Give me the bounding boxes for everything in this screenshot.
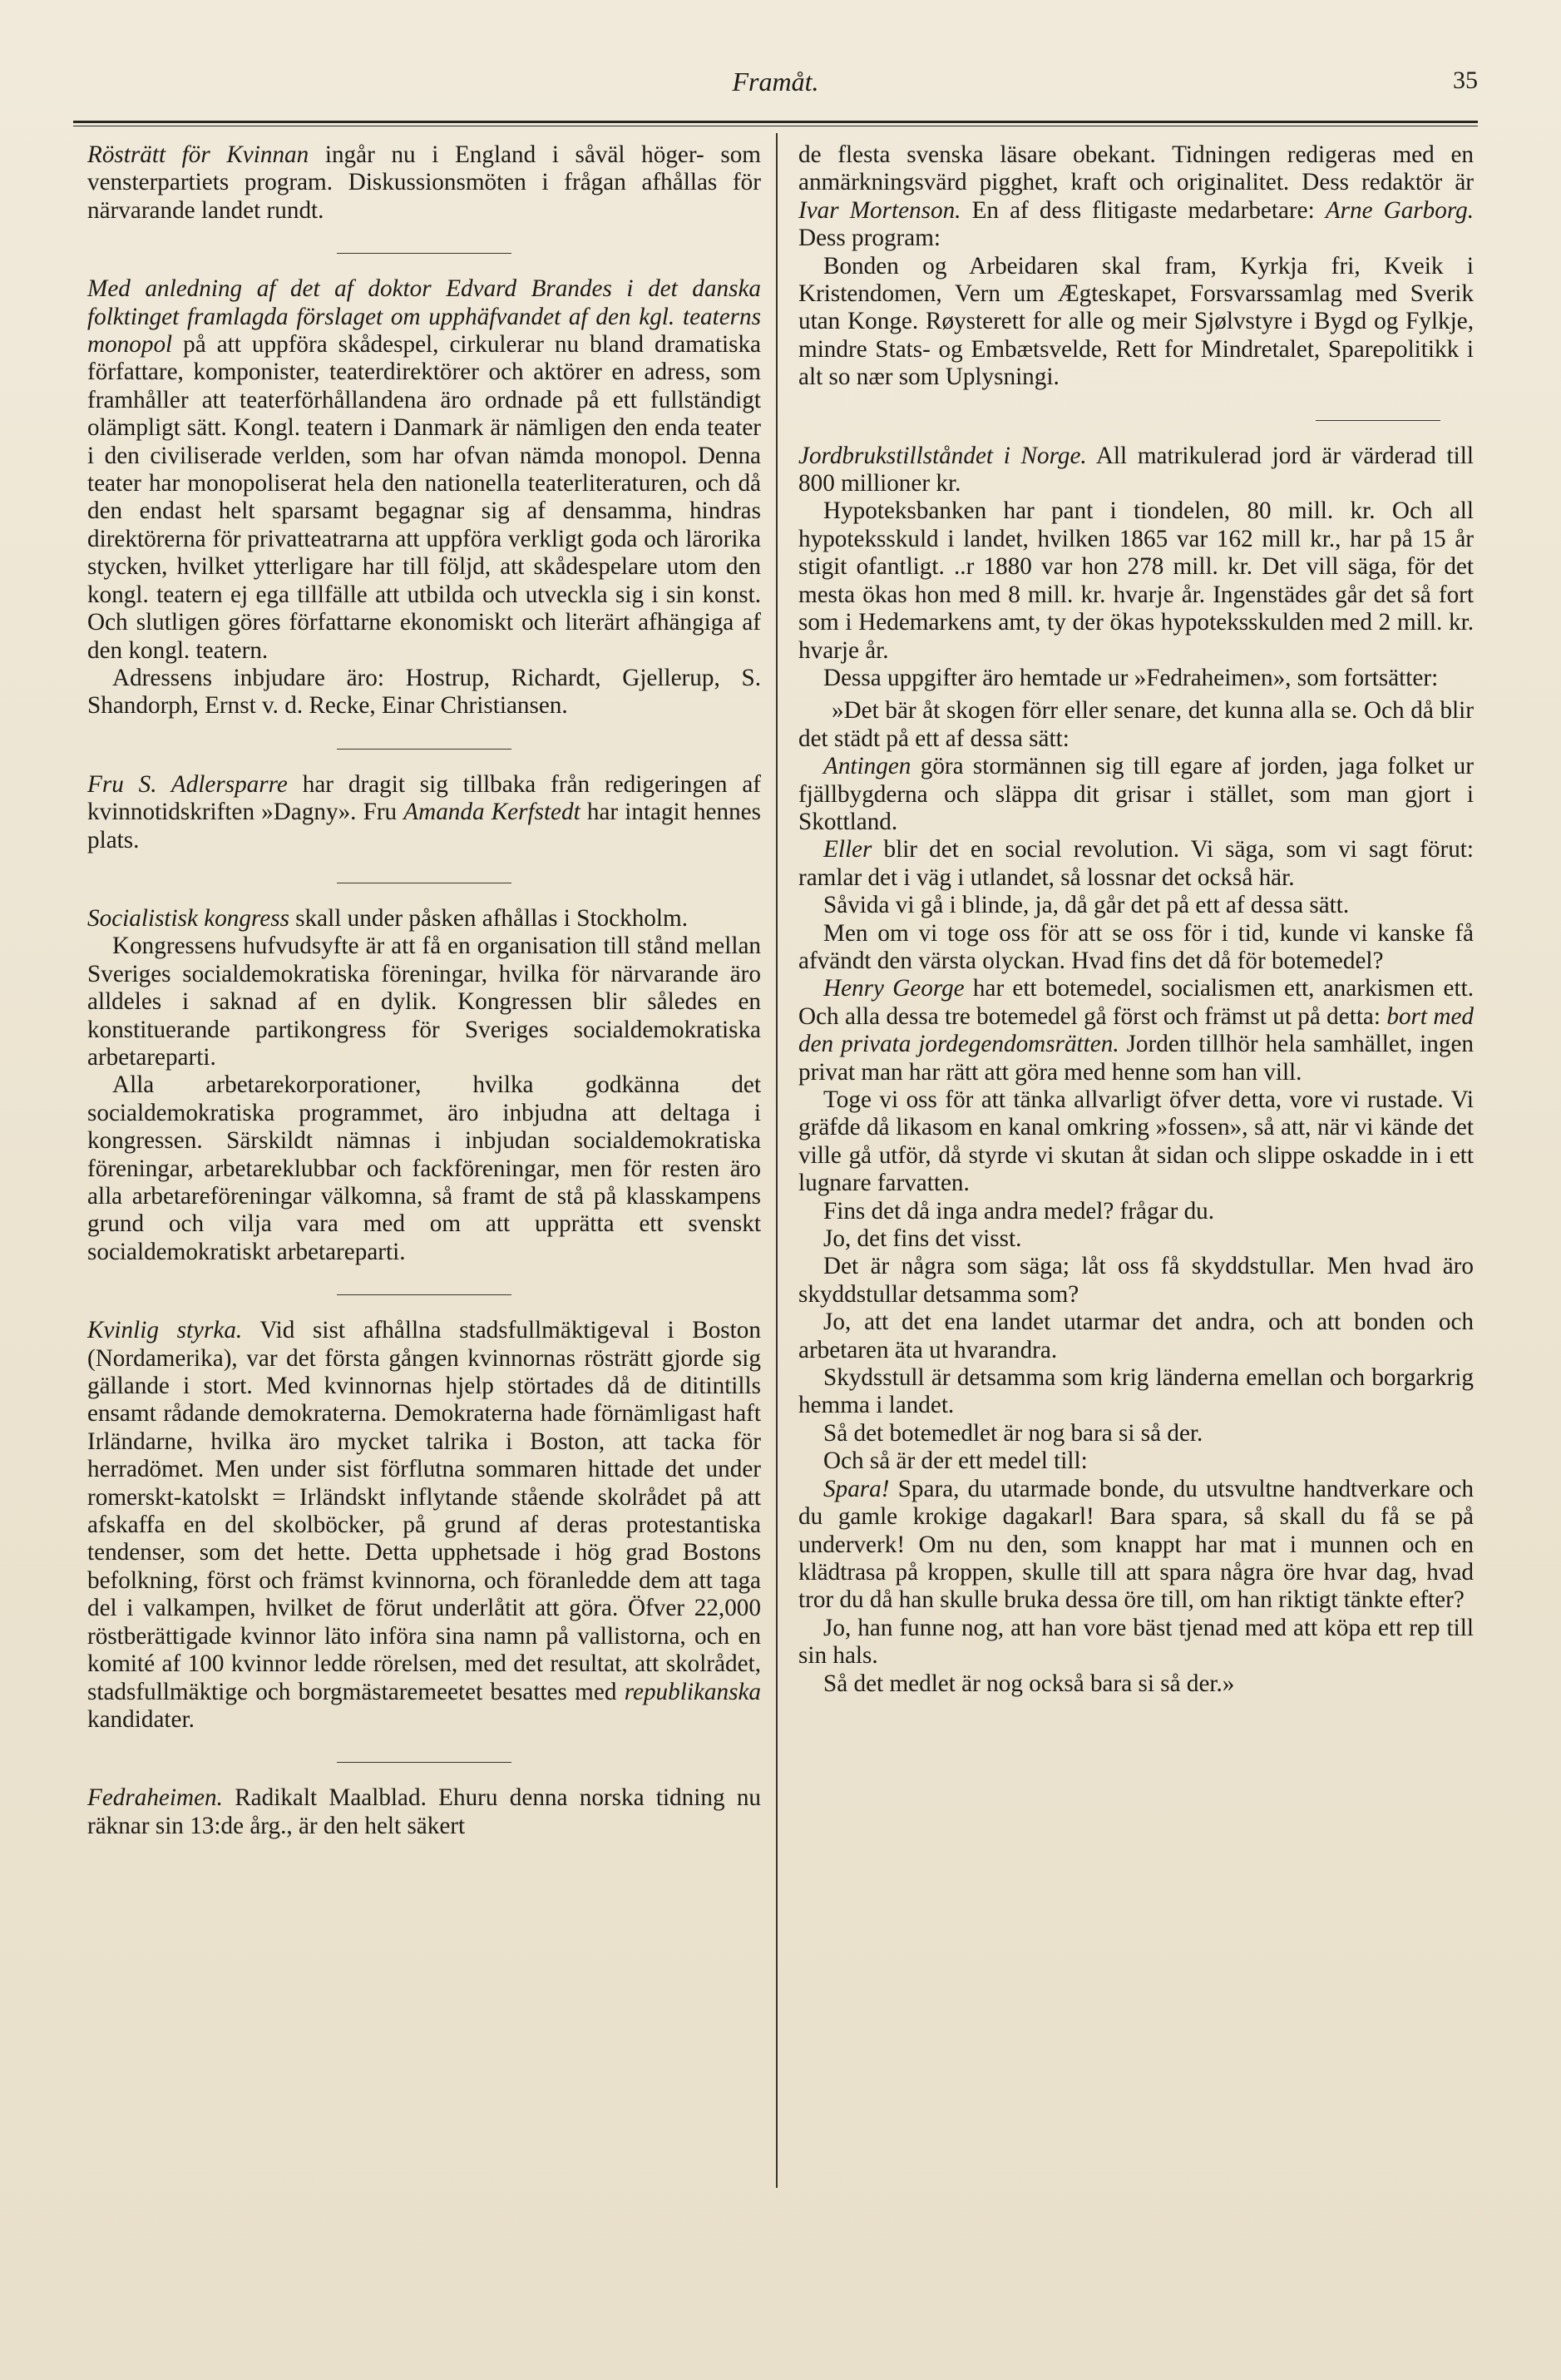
article-fedraheimen-continued [798,141,1474,392]
article-paragraph [798,141,1474,253]
article-separator [337,1762,511,1763]
running-head [73,67,1478,108]
article-separator [337,1294,511,1295]
emphasis-text: republikanska [624,1678,761,1705]
article-paragraph [798,443,1474,498]
person-name: Ivar Mortenson. [798,196,961,224]
article-paragraph: Kongressens hufvudsyfte är att få en organisation till stånd mellan Sveriges socialdemokratiska föreningar, hvilka för närvarande äro alldeles i saknad af en dylik. Kongressen blir således en konstituerande partikongress för Sveriges socialdemokratiska arbetareparti. [87,933,761,1071]
quote-paragraph: Skydsstull är detsamma som krig länderna emellan och borgarkrig hemma i landet. [798,1364,1474,1419]
article-brandes [87,275,761,720]
article-text: All matrikulerad jord är värderad till 800 millioner kr. [798,442,1474,497]
quote-paragraph: Fins det då inga andra medel? frågar du. [823,1197,1215,1225]
article-text: har intagit hennes plats. [87,799,761,854]
quote-text: Spara, du utarmade bonde, du utsvultne handtverkare och du gamle krokige dagakarl! Bara spara, så skall du få se på underverk! Om nu den, som knappt har mat i munnen och en klädtrasa på kroppen, skulle till att spara några öre hvar dag, hvad tror du då han skulle bruka dessa öre till, om han riktigt tänkte efter? [798,1475,1474,1614]
emphasis-text: bort med den privata jordegendomsrätten. [798,1002,1474,1058]
quote-paragraph: Toge vi oss för att tänka allvarligt öfver detta, vore vi rustade. Vi gräfde då likasom en kanal omkring »fossen», så att, när vi kände det ville gå utför, då styrde vi skutan åt sidan och slippe oskadde in i ett lugnare farvatten. [798,1086,1474,1197]
article-text: En af dess flitigaste medarbetare: [971,196,1315,224]
person-name: Amanda Kerfstedt [403,799,580,826]
article-paragraph: Hypoteksbanken har pant i tiondelen, 80 mill. kr. Och all hypoteksskuld i landet, hvilken 1865 var 162 mill kr., har på 15 år stigit ofantligt. ..r 1880 var hon 278 mill. kr. Det vill säga, för det mesta ökas hon med 8 mill. kr. hvarje år. Ingenstädes går det så fort som i Hedemarkens amt, ty der ökas hypoteksskulden med 2 mill. kr. hvarje år. [798,497,1474,664]
article-kongress [87,905,761,1266]
article-fedraheimen [87,1784,761,1840]
article-lead: Kvinlig styrka. [87,1317,243,1344]
quote-text: blir det en social revolution. Vi säga, som vi sagt förut: ramlar det i väg i utlandet, så lossnar det också här. [798,836,1475,891]
running-title: Framåt. [732,67,819,96]
article-text: Radikalt Maalblad. Ehuru denna norska tidning nu räknar sin 13:de årg., är den helt säkert [87,1784,762,1839]
quote-paragraph [798,1476,1474,1615]
article-adlersparre [87,771,761,854]
article-paragraph [87,1317,761,1734]
article-paragraph [87,905,761,933]
program-text: Bonden og Arbeidaren skal fram, Kyrkja fri, Kveik i Kristendomen, Vern um Ægteskapet, Forsvarssamlag med Sverik utan Konge. Røysterett for alle og meir Sjølvstyre i Bygd og Fylkje, mindre Stats- og Embætsvelde, Rett for Mindretalet, Sparepolitikk i alt so nær som Uplysningi. [798,252,1474,391]
quote-paragraph [798,836,1474,892]
quote-paragraph: Och så är der ett medel till: [823,1447,1088,1475]
article-lead: Med anledning af det af doktor Edvard Brandes i det danska folktinget framlagda förslaget om upphäfvandet af den kgl. teaterns monopol [87,275,761,359]
quote-text: har ett botemedel, socialismen ett, anarkismen ett. Och alla dessa tre botemedel gå först och främst ut på detta: [798,975,1474,1030]
article-lead: Fedraheimen. [87,1784,223,1812]
fedraheimen-quote [798,697,1474,1698]
article-text: de flesta svenska läsare obekant. Tidningen redigeras med en anmärkningsvärd pigghet, kraft och originalitet. Dess redaktör är [798,141,1474,196]
article-text: Vid sist afhållna stadsfullmäktigeval i Boston (Nordamerika), var det första gången kvinnornas rösträtt gjorde sig gällande i stort. Med kvinnornas hjelp störtades då de ditintills ensamt rådande demokraterna. Demokraterna hade förnämligast haft Irländarne, hvilka äro mycket talrika i Boston, att tacka för herradömet. Men under sist förflutna sommaren hittade det under romerskt-katolskt = Irländskt inflytande stående skolrådet på att afskaffa en del skolböcker, på grund af deras protestantiska tendenser, som det hette. Detta upphetsade i hög grad Bostons befolkning, först och främst kvinnorna, och föranledde dem att taga del i valkampen, hvilket de förut underlåtit att göra. Öfver 22,000 röstberättigade kvinnor läto införa sina namn på vallistorna, och en komité af 100 kvinnor ledde rörelsen, med det resultat, att skolrådet, stadsfullmäktige och borgmästaremeetet besattes med [87,1317,761,1705]
article-paragraph: Adressens inbjudare äro: Hostrup, Richardt, Gjellerup, S. Shandorph, Ernst v. d. Recke, Einar Christiansen. [87,664,761,720]
quote-paragraph: Så det botemedlet är nog bara si så der. [823,1419,1203,1447]
article-text: på att uppföra skådespel, cirkulerar nu bland dramatiska författare, komponister, teaterdirektörer och aktörer en adress, som framhåller att teaterförhållandena äro ordnade på ett fullständigt olämpligt sätt. Kongl. teatern i Danmark är nämligen den enda teater i den civiliserade verlden, som har ofvan nämda monopol. Denna teater har monopoliserat hela den nationella teaterliteraturen, och då den endast helt sparsamt begagnar sig af densamma, hindras direktörerna för privatteatrarna att uppföra verkligt goda och lärorika stycken, hvilket ytterligare har till följd, att skådespelare utom den kongl. teatern ej ega tillfälle att utbilda och utveckla sig i sin konst. Och slutligen göres författarne ekonomiskt och literärt afhängiga af den kongl. teatern. [87,331,762,664]
article-paragraph: Dessa uppgifter äro hemtade ur »Fedraheimen», som fortsätter: [823,664,1439,691]
column-divider [776,133,778,2188]
person-name: Henry George [823,975,965,1002]
person-name: Arne Garborg. [1325,196,1475,224]
header-rule [73,121,1478,126]
article-separator [337,253,511,254]
article-paragraph [87,1784,761,1840]
article-lead: Fru S. Adlersparre [87,770,288,798]
article-text: kandidater. [87,1705,195,1733]
article-lead: Socialistisk kongress [87,904,289,932]
article-text: Dess program: [798,225,941,252]
emphasis-text: Antingen [823,753,911,780]
article-lead: Jordbrukstillståndet i Norge. [798,442,1087,469]
article-paragraph [87,141,761,225]
quote-paragraph [798,975,1474,1086]
right-column [798,141,1474,1726]
article-paragraph: Alla arbetarekorporationer, hvilka godkänna det socialdemokratiska programmet, äro inbjudna att deltaga i kongressen. Särskildt nämnas i inbjudan socialdemokratiska föreningar, arbetareklubbar och fackföreningar, men för resten äro alla arbetareföreningar välkomna, så framt de stå på klasskampens grund och vilja vara med om att upprätta ett svenskt socialdemokratiskt arbetareparti. [87,1071,761,1265]
article-jordbruk [798,443,1474,693]
quote-paragraph [798,753,1474,836]
quote-text: Jorden tillhör hela samhället, ingen privat man har rätt att göra med henne som han vill. [798,1031,1475,1086]
quote-paragraph: Men om vi toge oss för att se oss för i tid, kunde vi kanske få afvändt den värsta olyckan. Hvad fins det då för botemedel? [798,919,1474,974]
quote-paragraph: Såvida vi gå i blinde, ja, då går det på ett af dessa sätt. [823,892,1350,919]
emphasis-text: Eller [823,836,872,863]
article-text: ingår nu i England i såväl höger- som vensterpartiets program. Diskussionsmöten i frågan afhållas för närvarande landet rundt. [87,141,761,224]
article-separator [337,749,511,750]
article-lead: Rösträtt för Kvinnan [87,141,309,168]
article-rostratt [87,141,761,225]
article-separator [1316,420,1440,421]
quote-paragraph: Jo, han funne nog, att han vore bäst tjenad med att köpa ett rep till sin hals. [798,1614,1474,1670]
left-column [87,141,761,1868]
quote-paragraph: Jo, att det ena landet utarmar det andra, och att bonden och arbetaren äta ut hvarandra. [798,1309,1474,1363]
emphasis-text: Spara! [823,1475,890,1502]
quote-paragraph: Så det medlet är nog också bara si så der.» [823,1670,1235,1697]
quote-text: göra stormännen sig till egare af jorden, jaga folket ur fjällbygderna och släppa dit grisar i stället, som man gjort i Skottland. [798,753,1474,835]
quote-paragraph: Jo, det fins det visst. [823,1225,1022,1253]
page-number: 35 [1453,67,1478,94]
quote-paragraph: Det är några som säga; låt oss få skyddstullar. Men hvad äro skyddstullar detsamma som? [798,1253,1474,1308]
article-paragraph [87,771,761,854]
article-paragraph [87,275,761,665]
article-text: skall under påsken afhållas i Stockholm. [295,904,688,932]
quote-paragraph: »Det bär åt skogen förr eller senare, det kunna alla se. Och då blir det städt på ett af dessa sätt: [798,697,1474,752]
article-styrka [87,1317,761,1734]
article-text: har dragit sig tillbaka från redigeringen af kvinnotidskriften »Dagny». Fru [87,770,762,826]
